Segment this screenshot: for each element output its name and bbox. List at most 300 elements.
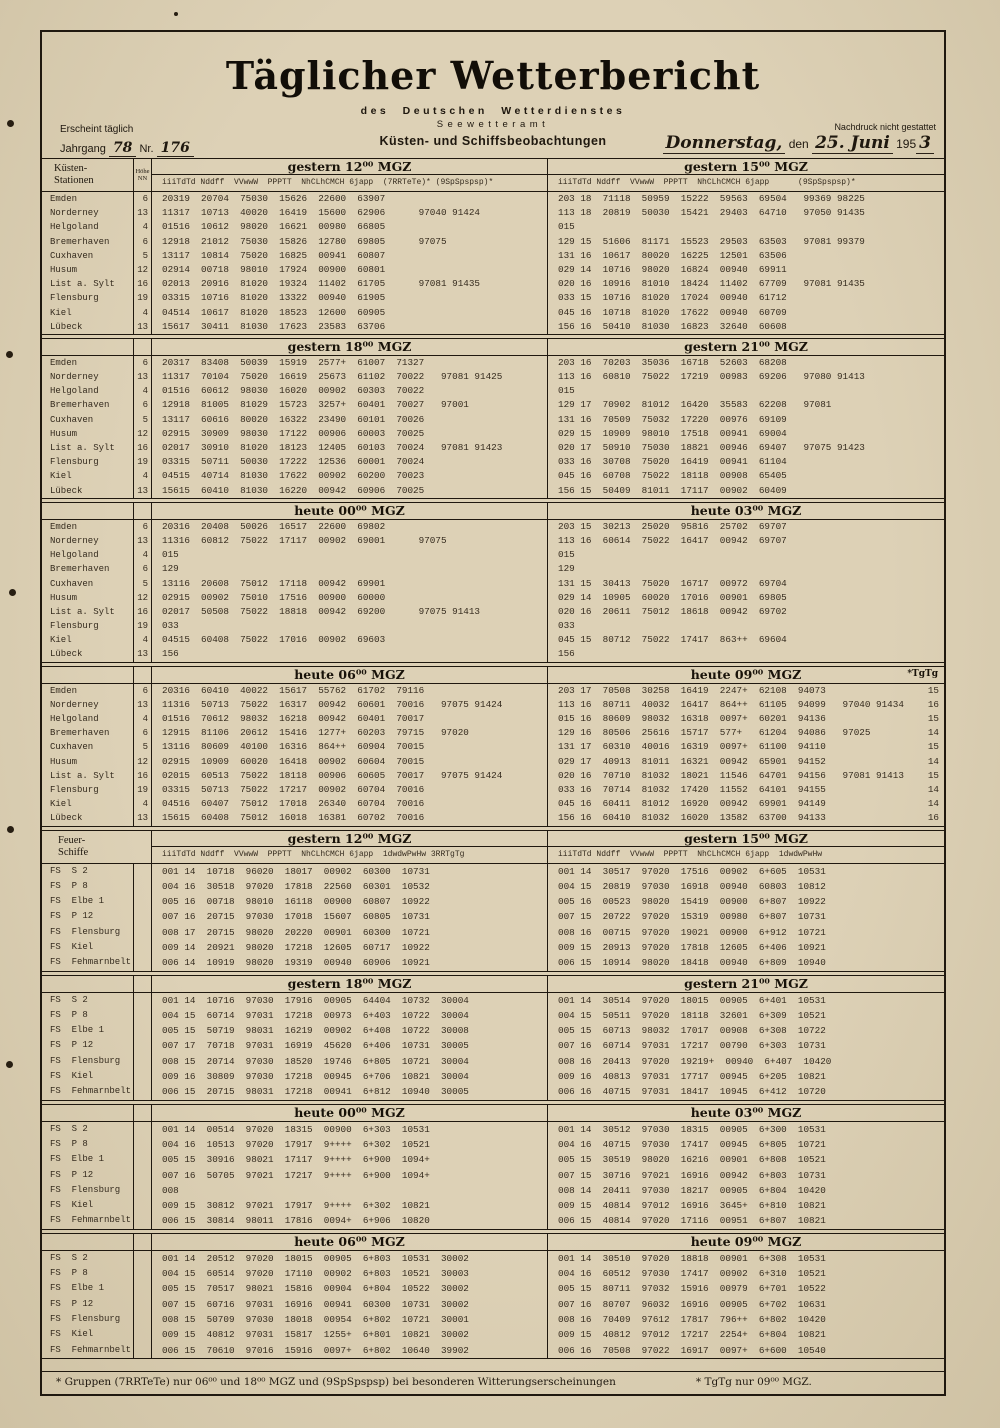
nn-empty bbox=[134, 1105, 152, 1121]
observation-right-text: 007 16 80707 96032 16916 00905 6+702 10631 bbox=[558, 1298, 826, 1310]
observation-left: 01516 60612 98030 16020 00902 60303 70022 bbox=[152, 384, 548, 398]
data-row bbox=[42, 1008, 944, 1023]
station-height: 19 bbox=[134, 619, 152, 633]
data-row bbox=[42, 548, 944, 562]
observation-right-text: 113 16 80711 40032 16417 864++ 61105 94099 97040 91434 bbox=[558, 698, 904, 710]
station-name: FS S 2 bbox=[42, 1251, 134, 1266]
station-height: 13 bbox=[134, 206, 152, 220]
station-height bbox=[134, 1281, 152, 1296]
station-name: Husum bbox=[42, 263, 134, 277]
observation-right bbox=[548, 797, 944, 811]
station-name: FS Elbe 1 bbox=[42, 1023, 134, 1038]
band-kuesten-06-09 bbox=[42, 666, 944, 827]
station-height: 6 bbox=[134, 726, 152, 740]
observation-left: 03315 50711 50030 17222 12536 60001 70024 bbox=[152, 455, 548, 469]
data-row bbox=[42, 1084, 944, 1099]
observation-left: 20316 60410 40022 15617 55762 61702 79116 bbox=[152, 684, 548, 698]
observation-right bbox=[548, 1312, 944, 1327]
time-block-title bbox=[152, 1105, 547, 1121]
time-block-title-text: gestern 21⁰⁰ MGZ bbox=[684, 338, 808, 354]
station-name: FS P 12 bbox=[42, 1168, 134, 1183]
time-block-title-text: gestern 15⁰⁰ MGZ bbox=[684, 159, 808, 174]
time-block-title bbox=[152, 831, 547, 847]
observation-left: 007 16 50705 97021 17217 9++++ 6+900 1094+ bbox=[152, 1168, 548, 1183]
observation-right bbox=[548, 1343, 944, 1358]
band-feuerschiffe-00-03 bbox=[42, 1104, 944, 1230]
station-name: FS Fehmarnbelt bbox=[42, 1084, 134, 1099]
observation-left: 11316 60812 75022 17117 00902 69001 97075 bbox=[152, 534, 548, 548]
station-height: 13 bbox=[134, 484, 152, 498]
right-time-block bbox=[548, 667, 944, 683]
data-row bbox=[42, 384, 944, 398]
observation-left: 033 bbox=[152, 619, 548, 633]
data-row bbox=[42, 1343, 944, 1358]
station-name: Flensburg bbox=[42, 455, 134, 469]
tgtg-value: 15 bbox=[927, 713, 939, 724]
observation-left: 04515 60408 75022 17016 00902 69603 bbox=[152, 633, 548, 647]
observation-right bbox=[548, 413, 944, 427]
observation-left: 13116 20608 75012 17118 00942 69901 bbox=[152, 577, 548, 591]
observation-left: 008 17 20715 98020 20220 00901 60300 10721 bbox=[152, 925, 548, 940]
observation-right bbox=[548, 619, 944, 633]
height-header-line: Höhe bbox=[135, 168, 150, 175]
data-row bbox=[42, 398, 944, 412]
station-height: 12 bbox=[134, 755, 152, 769]
observation-right-text: 005 16 00523 98020 15419 00900 6+807 10922 bbox=[558, 896, 826, 908]
observation-right bbox=[548, 684, 944, 698]
station-name: List a. Sylt bbox=[42, 605, 134, 619]
column-headers-right: iiiTdTd Nddff VVwwW PPPTT NhCLhCMCH 6japp 1dwdwPwHw bbox=[558, 849, 823, 859]
data-row bbox=[42, 605, 944, 619]
observation-right bbox=[548, 306, 944, 320]
station-name: FS Kiel bbox=[42, 1069, 134, 1084]
observation-left: 007 16 20715 97030 17018 15607 60805 10731 bbox=[152, 909, 548, 924]
observation-left: 04516 60407 75012 17018 26340 60704 70016 bbox=[152, 797, 548, 811]
observation-right-text: 004 16 40715 97030 17417 00945 6+805 10721 bbox=[558, 1138, 826, 1150]
observation-right-text: 203 18 71118 50959 15222 59563 69504 99369 98225 bbox=[558, 193, 865, 204]
observation-right-text: 009 15 20913 97020 17818 12605 6+406 10921 bbox=[558, 941, 826, 953]
station-height: 4 bbox=[134, 469, 152, 483]
data-row bbox=[42, 455, 944, 469]
corner-empty bbox=[42, 976, 134, 992]
station-height: 13 bbox=[134, 320, 152, 334]
station-height: 4 bbox=[134, 633, 152, 647]
station-name: FS Elbe 1 bbox=[42, 1152, 134, 1167]
observation-left: 006 15 20715 98031 17218 00941 6+812 10940 30005 bbox=[152, 1084, 548, 1099]
station-name: FS P 8 bbox=[42, 1266, 134, 1281]
den-label: den bbox=[788, 137, 809, 151]
height-header-line: NN bbox=[137, 175, 148, 182]
station-name: FS S 2 bbox=[42, 864, 134, 879]
data-row bbox=[42, 909, 944, 924]
observation-right-text: 029 14 10716 98020 16824 00940 69911 bbox=[558, 263, 787, 275]
time-block-title-text: gestern 18⁰⁰ MGZ bbox=[287, 975, 412, 991]
observation-left: 01516 70612 98032 16218 00942 60401 70017 bbox=[152, 712, 548, 726]
data-row bbox=[42, 712, 944, 726]
left-time-block bbox=[152, 1105, 548, 1121]
data-row bbox=[42, 277, 944, 291]
station-height: 12 bbox=[134, 427, 152, 441]
left-time-block bbox=[152, 667, 548, 683]
date-handwritten: 25. Juni bbox=[812, 133, 893, 154]
observation-right bbox=[548, 894, 944, 909]
observation-left: 001 14 00514 97020 18315 00900 6+303 10531 bbox=[152, 1122, 548, 1137]
masthead bbox=[42, 32, 944, 158]
station-height bbox=[134, 1198, 152, 1213]
observation-left: 009 15 40812 97031 15817 1255+ 6+801 10821 30002 bbox=[152, 1327, 548, 1342]
station-name: Kiel bbox=[42, 306, 134, 320]
observation-left: 006 14 10919 98020 19319 00940 60906 10921 bbox=[152, 955, 548, 970]
observation-right bbox=[548, 1168, 944, 1183]
observation-left: 02915 10909 60020 16418 00902 60604 70015 bbox=[152, 755, 548, 769]
observation-right-text: 015 bbox=[558, 549, 575, 561]
observation-right bbox=[548, 698, 944, 712]
data-row bbox=[42, 940, 944, 955]
time-block-title-text: heute 03⁰⁰ MGZ bbox=[690, 502, 802, 518]
data-row bbox=[42, 769, 944, 783]
observation-right-text: 045 16 10718 81020 17622 00940 60709 bbox=[558, 306, 787, 318]
observation-left: 02914 00718 98010 17924 00900 60801 bbox=[152, 263, 548, 277]
data-row bbox=[42, 469, 944, 483]
observation-right bbox=[548, 277, 944, 291]
corner-empty bbox=[42, 667, 134, 683]
data-row bbox=[42, 1312, 944, 1327]
observation-right bbox=[548, 249, 944, 263]
station-height: 5 bbox=[134, 740, 152, 754]
station-height: 6 bbox=[134, 192, 152, 206]
observation-right-text: 015 bbox=[558, 385, 575, 397]
observation-tables bbox=[42, 158, 944, 1359]
data-row bbox=[42, 797, 944, 811]
data-row bbox=[42, 1251, 944, 1266]
station-height: 12 bbox=[134, 263, 152, 277]
observation-right bbox=[548, 909, 944, 924]
observation-right-text: 007 16 60714 97031 17217 00790 6+303 10731 bbox=[558, 1040, 826, 1052]
observation-right bbox=[548, 1122, 944, 1137]
jahrgang-value-handwritten: 78 bbox=[109, 140, 136, 157]
time-block-title bbox=[548, 1105, 944, 1121]
data-row bbox=[42, 1266, 944, 1281]
observation-right-text: 033 16 70714 81032 17420 11552 64101 94155 bbox=[558, 783, 826, 795]
band-feuerschiffe-12-15 bbox=[42, 830, 944, 972]
station-name: Lübeck bbox=[42, 484, 134, 498]
tgtg-value: 15 bbox=[927, 684, 939, 696]
observation-right-text: 001 14 30517 97020 17516 00902 6+605 10531 bbox=[558, 865, 826, 877]
observation-right bbox=[548, 1213, 944, 1228]
observation-right-text: 029 15 10909 98010 17518 00941 69004 bbox=[558, 427, 787, 439]
corner-empty bbox=[42, 503, 134, 519]
station-height: 13 bbox=[134, 698, 152, 712]
right-time-block bbox=[548, 503, 944, 519]
time-block-title-text: heute 06⁰⁰ MGZ bbox=[294, 1233, 405, 1249]
data-row bbox=[42, 925, 944, 940]
observation-right-text: 007 15 20722 97020 15319 00980 6+807 10731 bbox=[558, 911, 826, 923]
right-time-block bbox=[548, 1234, 944, 1250]
data-row bbox=[42, 427, 944, 441]
station-name: FS Elbe 1 bbox=[42, 894, 134, 909]
left-time-block bbox=[152, 1234, 548, 1250]
observation-right-text: 045 16 60411 81012 16920 00942 69901 94149 bbox=[558, 798, 826, 810]
observation-left: 005 15 50719 98031 16219 00902 6+408 10722 30008 bbox=[152, 1023, 548, 1038]
time-block-title-text: heute 09⁰⁰ MGZ bbox=[690, 1233, 802, 1249]
observation-left: 13116 80609 40100 16316 864++ 60904 70015 bbox=[152, 740, 548, 754]
station-height: 13 bbox=[134, 811, 152, 825]
observation-left: 001 14 20512 97020 18015 00905 6+803 10531 30002 bbox=[152, 1251, 548, 1266]
station-height: 12 bbox=[134, 591, 152, 605]
observation-right-text: 015 16 80609 98032 16318 0097+ 60201 94136 bbox=[558, 713, 826, 724]
observation-right bbox=[548, 441, 944, 455]
observation-right bbox=[548, 370, 944, 384]
left-time-block bbox=[152, 503, 548, 519]
data-row bbox=[42, 1168, 944, 1183]
observation-left: 02017 30910 81020 18123 12405 60103 70024 97081 91423 bbox=[152, 441, 548, 455]
observation-right bbox=[548, 427, 944, 441]
station-height bbox=[134, 1213, 152, 1228]
station-height bbox=[134, 993, 152, 1008]
station-name: Helgoland bbox=[42, 220, 134, 234]
data-row bbox=[42, 1038, 944, 1053]
tgtg-value: 14 bbox=[927, 798, 939, 810]
tgtg-value: 14 bbox=[927, 755, 939, 767]
data-row bbox=[42, 249, 944, 263]
observation-right bbox=[548, 955, 944, 970]
tgtg-value: 15 bbox=[927, 741, 939, 753]
observation-right bbox=[548, 940, 944, 955]
observation-left: 04514 10617 81020 18523 12600 60905 bbox=[152, 306, 548, 320]
time-block-title bbox=[152, 1234, 547, 1250]
station-height bbox=[134, 1023, 152, 1038]
station-name: FS Flensburg bbox=[42, 925, 134, 940]
data-row bbox=[42, 577, 944, 591]
observation-left: 004 16 10513 97020 17917 9++++ 6+302 10521 bbox=[152, 1137, 548, 1152]
data-row bbox=[42, 1281, 944, 1296]
observation-left: 01516 10612 98020 16621 00980 66805 bbox=[152, 220, 548, 234]
time-block-title bbox=[152, 503, 547, 519]
time-block-title bbox=[152, 667, 547, 683]
station-height bbox=[134, 1327, 152, 1342]
volume-line bbox=[60, 140, 194, 156]
observation-left: 156 bbox=[152, 647, 548, 661]
section-label-line: Schiffe bbox=[58, 846, 89, 858]
station-height: 6 bbox=[134, 235, 152, 249]
section-label bbox=[42, 831, 152, 863]
station-height: 13 bbox=[134, 647, 152, 661]
observation-left: 15615 60408 75012 16018 16381 60702 70016 bbox=[152, 811, 548, 825]
station-height: 4 bbox=[134, 548, 152, 562]
observation-left: 15615 60410 81030 16220 00942 60906 70025 bbox=[152, 484, 548, 498]
data-row bbox=[42, 306, 944, 320]
observation-left: 007 17 70718 97031 16919 45620 6+406 10731 30005 bbox=[152, 1038, 548, 1053]
scan-artifact-dot bbox=[6, 351, 13, 358]
time-block-title-text: gestern 12⁰⁰ MGZ bbox=[287, 159, 412, 174]
observation-right-text: 131 16 70509 75032 17220 00976 69109 bbox=[558, 413, 787, 425]
observation-right-text: 005 15 60713 98032 17017 00908 6+308 10722 bbox=[558, 1025, 826, 1037]
station-name: FS Kiel bbox=[42, 1327, 134, 1342]
observation-left: 02915 30909 98030 17122 00906 60003 70025 bbox=[152, 427, 548, 441]
time-block-title-text: gestern 18⁰⁰ MGZ bbox=[287, 338, 412, 354]
band-kuesten-12-15 bbox=[42, 158, 944, 335]
column-headers-left: iiiTdTd Nddff VVwwW PPPTT NhCLhCMCH 6japp 1dwdwPwHw 3RRTgTg bbox=[162, 849, 465, 859]
jahrgang-label: Jahrgang bbox=[60, 143, 106, 155]
nr-value-handwritten: 176 bbox=[157, 140, 194, 157]
data-row bbox=[42, 726, 944, 740]
station-name: FS Flensburg bbox=[42, 1312, 134, 1327]
observation-right bbox=[548, 220, 944, 234]
section-label-line: Stationen bbox=[54, 175, 94, 186]
observation-right bbox=[548, 1054, 944, 1069]
station-height bbox=[134, 955, 152, 970]
observation-right-text: 113 18 20819 50030 15421 29403 64710 97050 91435 bbox=[558, 207, 865, 219]
observation-left: 007 15 60716 97031 16916 00941 60300 10731 30002 bbox=[152, 1297, 548, 1312]
observation-right-text: 156 bbox=[558, 648, 575, 660]
data-row bbox=[42, 263, 944, 277]
section-label bbox=[42, 159, 134, 191]
station-name: Kiel bbox=[42, 633, 134, 647]
observation-right-text: 008 16 70409 97612 17817 796++ 6+802 10420 bbox=[558, 1313, 826, 1325]
left-time-block bbox=[152, 976, 548, 992]
data-row bbox=[42, 783, 944, 797]
time-block-title bbox=[548, 339, 944, 355]
observation-right-text: 156 16 60410 81032 16020 13582 63700 94133 bbox=[558, 812, 826, 824]
time-block-title bbox=[152, 159, 547, 175]
right-time-block bbox=[548, 339, 944, 355]
time-block-title bbox=[152, 339, 547, 355]
data-row bbox=[42, 192, 944, 206]
observation-left: 13117 10814 75020 16825 00941 60807 bbox=[152, 249, 548, 263]
observation-right-text: 015 bbox=[558, 221, 575, 233]
observation-right-text: 004 15 20819 97030 16918 00940 60803 10812 bbox=[558, 880, 826, 892]
page-frame bbox=[40, 30, 946, 1396]
observation-left: 005 15 70517 98021 15816 00904 6+804 10522 30002 bbox=[152, 1281, 548, 1296]
data-row bbox=[42, 879, 944, 894]
observation-left: 11317 10713 40020 16419 15600 62906 97040 91424 bbox=[152, 206, 548, 220]
observation-right bbox=[548, 520, 944, 534]
time-block-title-text: gestern 12⁰⁰ MGZ bbox=[287, 830, 412, 846]
station-height: 4 bbox=[134, 306, 152, 320]
right-time-block bbox=[548, 1105, 944, 1121]
year-digit-handwritten: 3 bbox=[916, 133, 934, 154]
observation-left: 008 15 20714 97030 18520 19746 6+805 10721 30004 bbox=[152, 1054, 548, 1069]
observation-right-text: 008 16 20413 97020 19219+ 00940 6+407 10420 bbox=[558, 1055, 832, 1067]
tgtg-value: 16 bbox=[927, 812, 939, 824]
left-time-block bbox=[152, 159, 548, 191]
station-name: FS Flensburg bbox=[42, 1183, 134, 1198]
data-row bbox=[42, 235, 944, 249]
observation-right-text: 006 16 70508 97022 16917 0097+ 6+600 10540 bbox=[558, 1344, 826, 1356]
station-height bbox=[134, 1183, 152, 1198]
station-name: Helgoland bbox=[42, 548, 134, 562]
footnote-tgtg: * TgTg nur 09⁰⁰ MGZ. bbox=[695, 1376, 812, 1388]
station-height bbox=[134, 1038, 152, 1053]
data-row bbox=[42, 811, 944, 825]
observation-left: 006 15 30814 98011 17816 0094+ 6+906 10820 bbox=[152, 1213, 548, 1228]
station-name: Helgoland bbox=[42, 712, 134, 726]
observation-left: 20317 83408 50039 15919 2577+ 61007 71327 bbox=[152, 356, 548, 370]
station-name: Helgoland bbox=[42, 384, 134, 398]
station-name: FS Elbe 1 bbox=[42, 1281, 134, 1296]
station-name: FS P 8 bbox=[42, 1137, 134, 1152]
data-row bbox=[42, 993, 944, 1008]
data-row bbox=[42, 441, 944, 455]
observation-right bbox=[548, 925, 944, 940]
observation-left: 015 bbox=[152, 548, 548, 562]
right-time-block bbox=[548, 976, 944, 992]
station-name: Bremerhaven bbox=[42, 398, 134, 412]
weekday-handwritten: Donnerstag, bbox=[663, 133, 786, 154]
station-height bbox=[134, 1137, 152, 1152]
station-height bbox=[134, 925, 152, 940]
corner-empty bbox=[42, 1105, 134, 1121]
observation-right bbox=[548, 769, 944, 783]
observation-right bbox=[548, 1183, 944, 1198]
data-row bbox=[42, 1297, 944, 1312]
observation-right-text: 129 17 70902 81012 16420 35583 62208 97081 bbox=[558, 399, 832, 411]
station-name: FS S 2 bbox=[42, 1122, 134, 1137]
observation-right-text: 008 16 00715 97020 19021 00900 6+912 10721 bbox=[558, 926, 826, 938]
observation-right-text: 203 16 70203 35036 16718 52603 68208 bbox=[558, 356, 787, 368]
observation-left: 008 bbox=[152, 1183, 548, 1198]
station-height bbox=[134, 894, 152, 909]
observation-left: 001 14 10718 96020 18017 00902 60300 10731 bbox=[152, 864, 548, 879]
station-height bbox=[134, 1312, 152, 1327]
observation-right bbox=[548, 1281, 944, 1296]
station-name: Bremerhaven bbox=[42, 235, 134, 249]
observation-left: 129 bbox=[152, 562, 548, 576]
time-block-title bbox=[548, 976, 944, 992]
observation-left: 02013 20916 81020 19324 11402 61705 97081 91435 bbox=[152, 277, 548, 291]
column-headers-left: iiiTdTd Nddff VVwwW PPPTT NhCLhCMCH 6japp (7RRTeTe)* (9SpSpspsp)* bbox=[162, 178, 494, 187]
observation-right-text: 129 bbox=[558, 563, 575, 575]
band-header-row bbox=[42, 503, 944, 520]
station-name: Husum bbox=[42, 591, 134, 605]
observation-right bbox=[548, 577, 944, 591]
tgtg-value: 15 bbox=[927, 769, 939, 781]
observation-right-text: 029 17 40913 81011 16321 00942 65901 94152 bbox=[558, 755, 826, 767]
time-block-title bbox=[548, 1234, 944, 1250]
left-time-block bbox=[152, 339, 548, 355]
station-name: Lübeck bbox=[42, 811, 134, 825]
observation-left: 02915 00902 75010 17516 00900 60000 bbox=[152, 591, 548, 605]
band-header-row bbox=[42, 976, 944, 993]
observation-right-text: 131 17 60310 40016 16319 0097+ 61100 94110 bbox=[558, 741, 826, 753]
station-height bbox=[134, 940, 152, 955]
observation-right-text: 006 15 40814 97020 17116 00951 6+807 10821 bbox=[558, 1215, 826, 1227]
station-name: Husum bbox=[42, 755, 134, 769]
station-height: 13 bbox=[134, 534, 152, 548]
observation-left: 12918 81005 81029 15723 3257+ 60401 70027 97001 bbox=[152, 398, 548, 412]
station-height bbox=[134, 1122, 152, 1137]
station-height: 6 bbox=[134, 356, 152, 370]
observation-right-text: 156 15 50409 81011 17117 00902 60409 bbox=[558, 484, 787, 496]
band-header-row bbox=[42, 831, 944, 864]
station-height bbox=[134, 1084, 152, 1099]
column-headers-right: iiiTdTd Nddff VVwwW PPPTT NhCLhCMCH 6japp (9SpSpspsp)* bbox=[558, 178, 856, 187]
observation-right-text: 001 14 30510 97020 18818 00901 6+308 10531 bbox=[558, 1252, 826, 1264]
station-name: Norderney bbox=[42, 698, 134, 712]
station-name: Cuxhaven bbox=[42, 740, 134, 754]
station-name: Flensburg bbox=[42, 783, 134, 797]
data-row bbox=[42, 955, 944, 970]
observation-left: 20316 20408 50026 16517 22600 69802 bbox=[152, 520, 548, 534]
scan-artifact-dot bbox=[9, 589, 16, 596]
data-row bbox=[42, 220, 944, 234]
observation-right bbox=[548, 1023, 944, 1038]
tgtg-value: 14 bbox=[927, 783, 939, 795]
data-row bbox=[42, 1023, 944, 1038]
observation-right bbox=[548, 206, 944, 220]
station-name: FS Kiel bbox=[42, 940, 134, 955]
station-height: 4 bbox=[134, 384, 152, 398]
